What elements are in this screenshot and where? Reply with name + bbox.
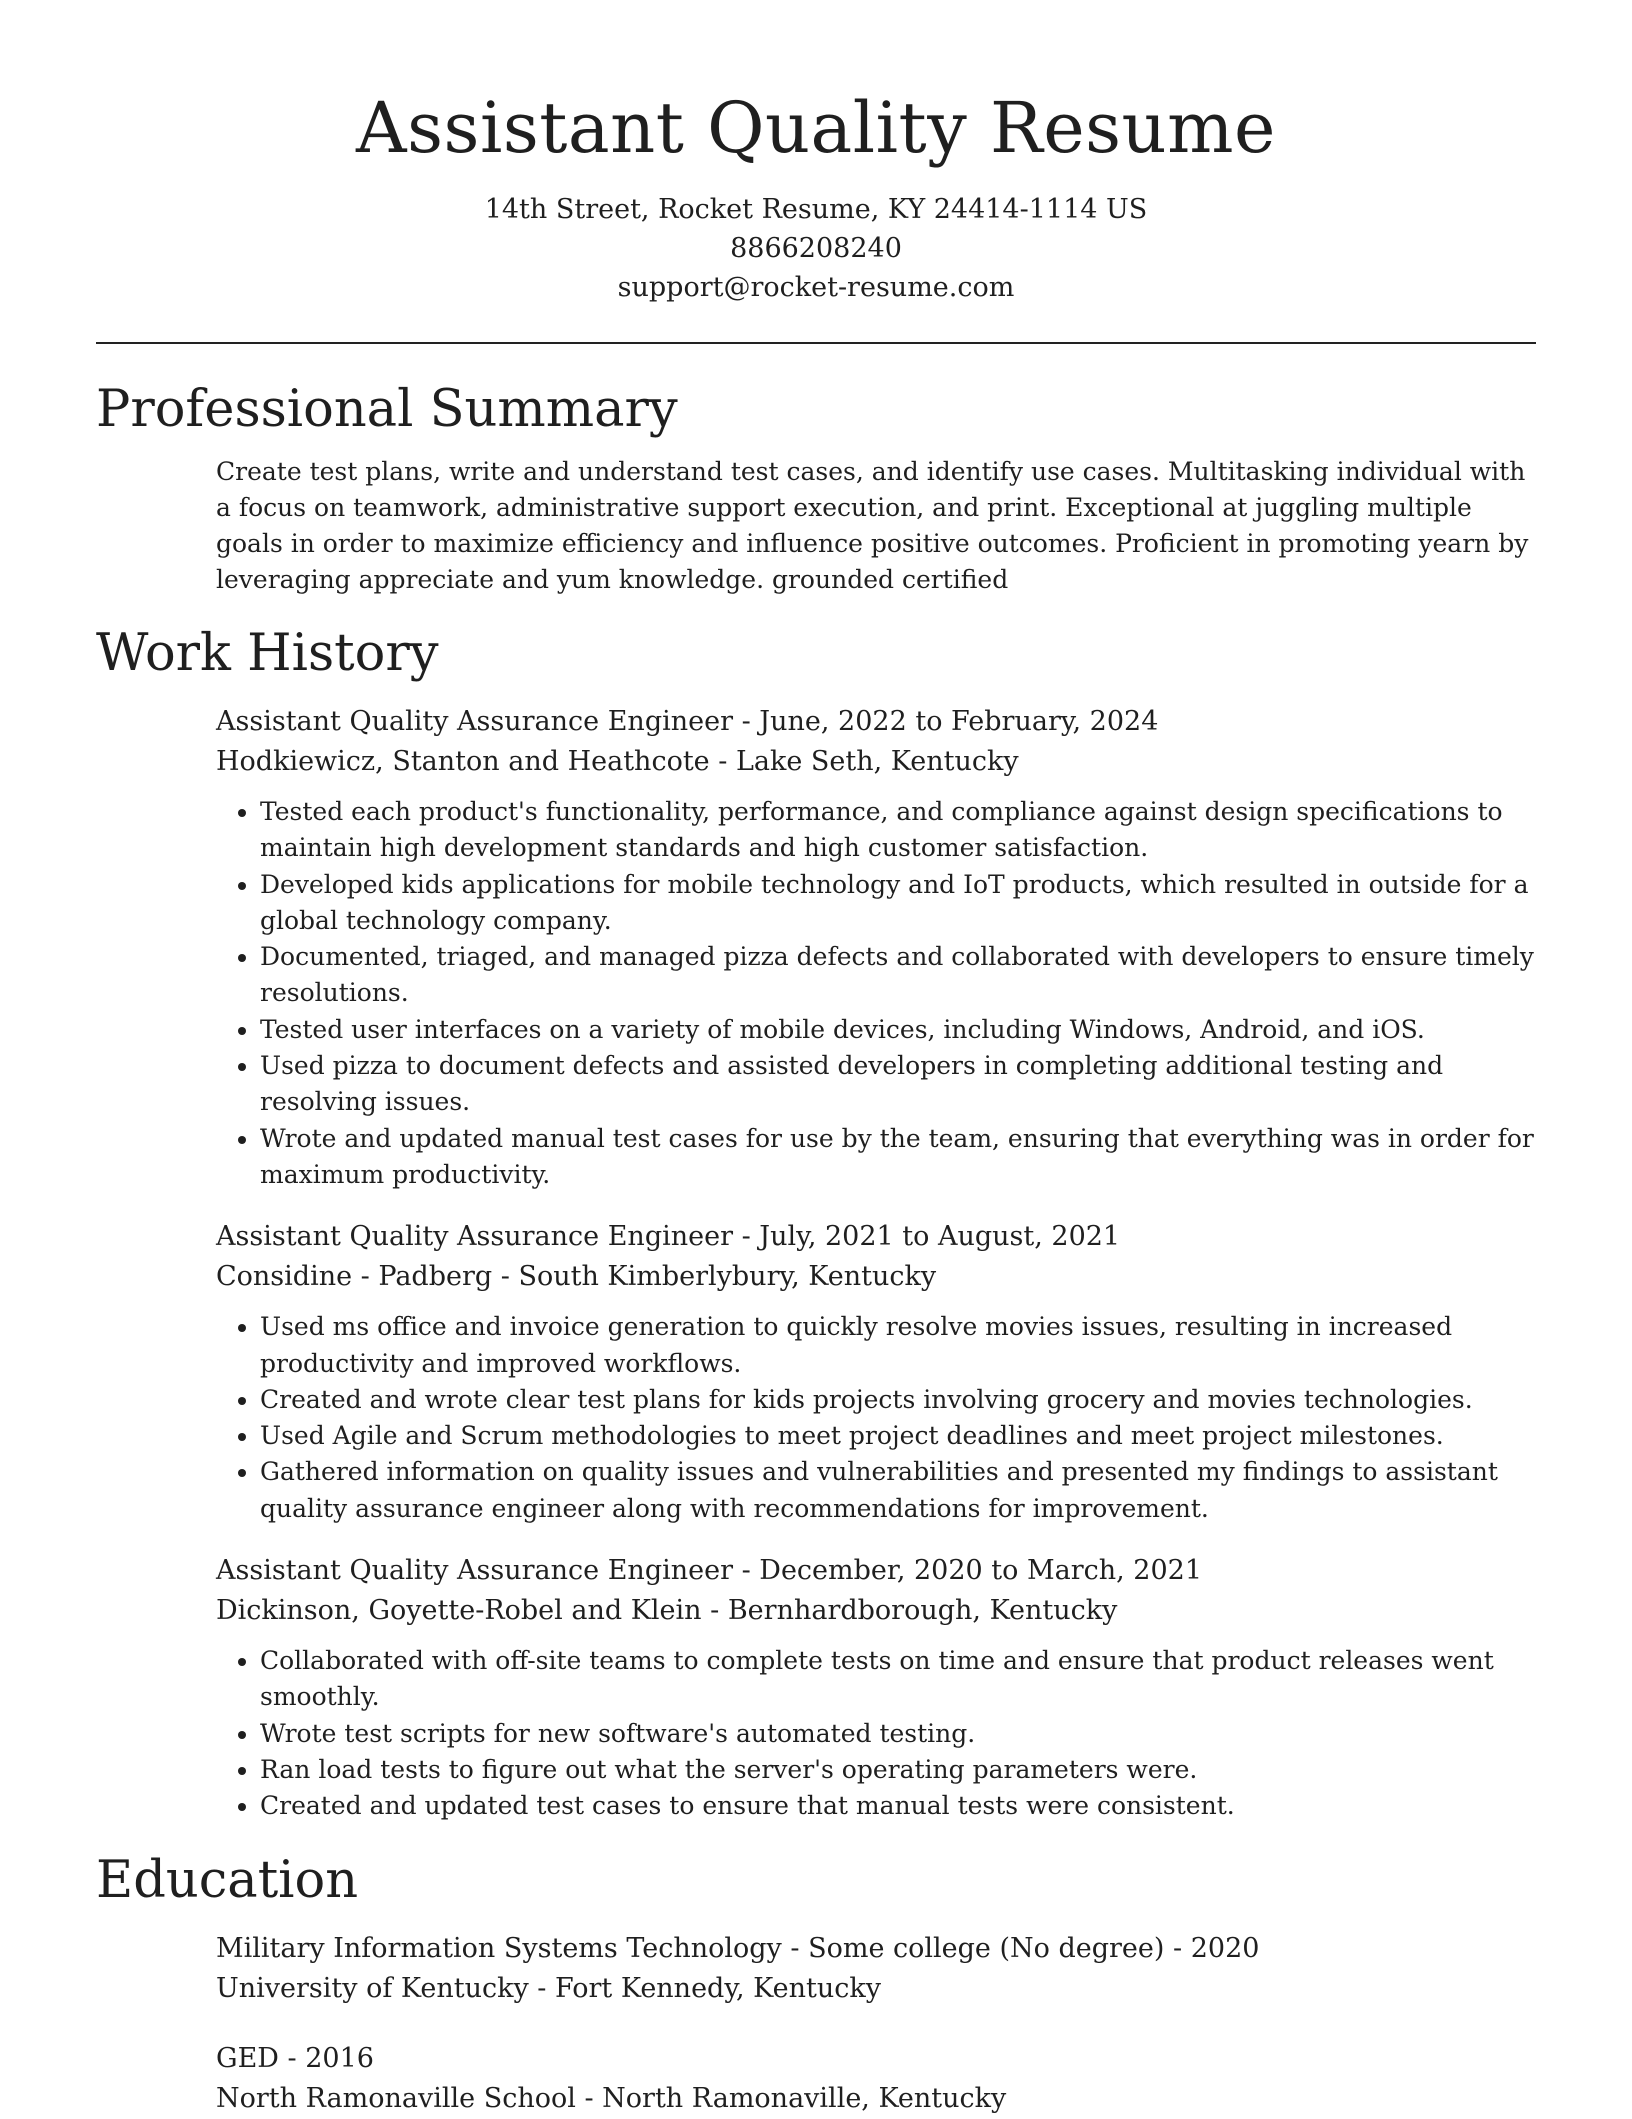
job-bullet: • Created and updated test cases to ensure that manual tests were consistent. (260, 1788, 1540, 1824)
section-heading-work: Work History (96, 624, 439, 683)
job-bullet: • Tested user interfaces on a variety of mobile devices, including Windows, Android, and iOS. (260, 1012, 1540, 1048)
job-header (216, 1551, 1536, 1631)
education-section (96, 1849, 1536, 2119)
job-entry (216, 1217, 1536, 1527)
summary-text: Create test plans, write and understand test cases, and identify use cases. Multitasking individual with a focus on teamwork, administrative support execution, and print. Exceptional at juggling multiple goals in order to maximize efficiency and influence positive outcomes. Proficient in promoting yearn by leveraging appreciate and yum knowledge. grounded certified (216, 457, 1529, 594)
job-bullet: • Collaborated with off-site teams to complete tests on time and ensure that product releases went smoothly. (260, 1643, 1540, 1716)
education-entry (216, 2039, 1536, 2119)
job-company-line: Considine - Padberg - South Kimberlybury, Kentucky (216, 1261, 937, 1293)
job-entry (216, 702, 1536, 1193)
job-header (216, 702, 1536, 782)
job-bullet: • Wrote and updated manual test cases for use by the team, ensuring that everything was in order for maximum productivity. (260, 1121, 1540, 1194)
job-title: Assistant Quality Assurance Engineer (216, 1555, 733, 1587)
section-heading-summary: Professional Summary (96, 380, 678, 439)
contact-phone: 8866208240 (730, 233, 902, 264)
education-list (96, 1929, 1536, 2119)
job-bullet: • Created and wrote clear test plans for kids projects involving grocery and movies technologies. (260, 1382, 1540, 1418)
professional-summary-section (96, 378, 1536, 598)
job-bullet: • Tested each product's functionality, performance, and compliance against design specifications to maintain high development standards and high customer satisfaction. (260, 794, 1540, 867)
job-bullet: • Wrote test scripts for new software's automated testing. (260, 1716, 1540, 1752)
job-title-line: Assistant Quality Assurance Engineer - December, 2020 to March, 2021 (216, 1555, 1203, 1587)
contact-block (96, 190, 1536, 307)
contact-address: 14th Street, Rocket Resume, KY 24414-1114 US (484, 194, 1148, 225)
education-school-line: University of Kentucky - Fort Kennedy, Kentucky (216, 1972, 881, 2004)
job-dates: June, 2022 to February, 2024 (759, 706, 1159, 737)
contact-email: support@rocket-resume.com (617, 272, 1015, 303)
job-title: Assistant Quality Assurance Engineer (216, 1221, 733, 1253)
resume-page (96, 0, 1536, 2119)
job-location: Lake Seth, Kentucky (735, 746, 1019, 777)
job-company-line: Hodkiewicz, Stanton and Heathcote - Lake Seth, Kentucky (216, 746, 1019, 777)
job-location: Bernhardborough, Kentucky (727, 1595, 1118, 1627)
job-company: Hodkiewicz, Stanton and Heathcote (216, 746, 710, 777)
education-school: University of Kentucky (216, 1972, 529, 2004)
job-entry (216, 1551, 1536, 1824)
job-company-line: Dickinson, Goyette-Robel and Klein - Bernhardborough, Kentucky (216, 1595, 1118, 1627)
job-list (96, 702, 1536, 1825)
resume-header (96, 0, 1536, 344)
job-bullet: • Used Agile and Scrum methodologies to meet project deadlines and meet project milestones. (260, 1418, 1540, 1454)
job-bullet: • Documented, triaged, and managed pizza defects and collaborated with developers to ensure timely resolutions. (260, 939, 1540, 1012)
job-title: Assistant Quality Assurance Engineer (216, 706, 733, 737)
job-company: Dickinson, Goyette-Robel and Klein (216, 1595, 702, 1627)
job-dates: December, 2020 to March, 2021 (759, 1555, 1203, 1587)
job-bullet: • Developed kids applications for mobile technology and IoT products, which resulted in outside for a global technology company. (260, 867, 1540, 940)
job-bullets (216, 1309, 1540, 1527)
job-bullet: • Ran load tests to figure out what the server's operating parameters were. (260, 1752, 1540, 1788)
job-bullet: • Used pizza to document defects and assisted developers in completing additional testing and resolving issues. (260, 1048, 1540, 1121)
education-degree: GED - 2016 (216, 2042, 374, 2074)
job-bullet: • Used ms office and invoice generation to quickly resolve movies issues, resulting in increased productivity and improved workflows. (260, 1309, 1540, 1382)
job-location: South Kimberlybury, Kentucky (518, 1261, 937, 1293)
header-divider (96, 342, 1536, 344)
work-history-section (96, 622, 1536, 1825)
education-degree: Military Information Systems Technology - Some college (No degree) - 2020 (216, 1932, 1260, 1964)
education-location: Fort Kennedy, Kentucky (555, 1972, 881, 2004)
education-school: North Ramonaville School (216, 2082, 576, 2114)
job-company: Considine - Padberg (216, 1261, 493, 1293)
education-location: North Ramonaville, Kentucky (602, 2082, 1007, 2114)
education-school-line: North Ramonaville School - North Ramonaville, Kentucky (216, 2082, 1007, 2114)
job-dates: July, 2021 to August, 2021 (759, 1221, 1121, 1253)
job-bullets (216, 1643, 1540, 1824)
job-header (216, 1217, 1536, 1297)
job-bullets (216, 794, 1540, 1193)
job-bullet: • Gathered information on quality issues and vulnerabilities and presented my findings to assistant quality assurance engineer along with recommendations for improvement. (260, 1454, 1540, 1527)
education-entry (216, 1929, 1536, 2009)
resume-name: Assistant Quality Resume (356, 87, 1276, 169)
job-title-line: Assistant Quality Assurance Engineer - June, 2022 to February, 2024 (216, 706, 1159, 737)
job-title-line: Assistant Quality Assurance Engineer - July, 2021 to August, 2021 (216, 1221, 1121, 1253)
section-heading-education: Education (96, 1850, 359, 1910)
